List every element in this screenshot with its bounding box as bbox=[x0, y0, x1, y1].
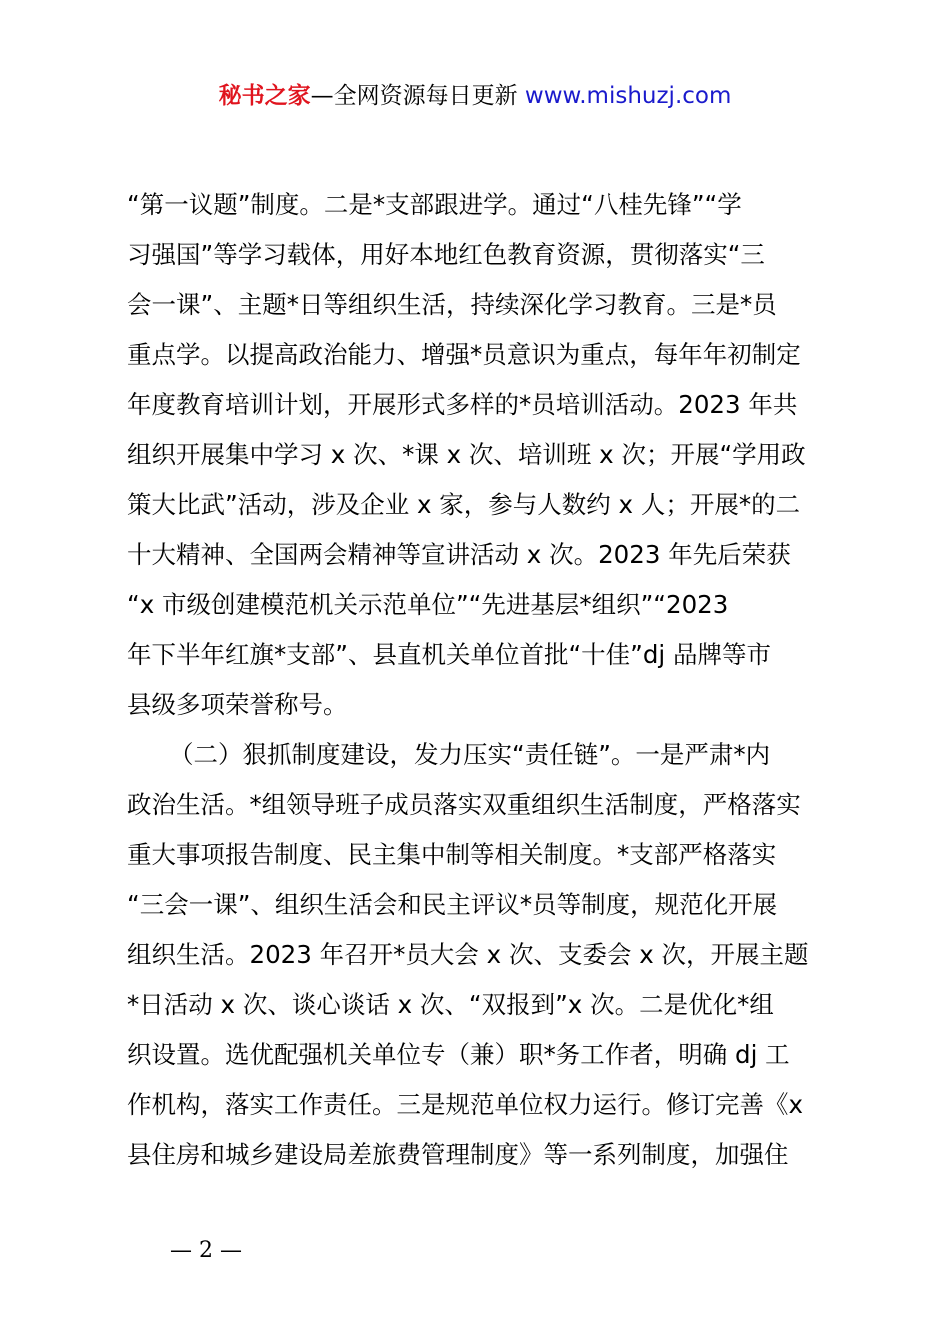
body-line: 年度教育培训计划，开展形式多样的*员培训活动。2023 年共 bbox=[127, 390, 798, 419]
body-line: “三会一课”、组织生活会和民主评议*员等制度，规范化开展 bbox=[127, 890, 778, 919]
body-line: “第一议题”制度。二是*支部跟进学。通过“八桂先锋”“学 bbox=[127, 190, 742, 219]
section-heading-line: （二）狠抓制度建设，发力压实“责任链”。一是严肃*内 bbox=[169, 740, 771, 769]
body-line: 政治生活。*组领导班子成员落实双重组织生活制度，严格落实 bbox=[127, 790, 801, 819]
body-line: 县住房和城乡建设局差旅费管理制度》等一系列制度，加强住 bbox=[127, 1140, 789, 1169]
page-number: — 2 — bbox=[170, 1238, 242, 1263]
body-line: 策大比武”活动，涉及企业 x 家，参与人数约 x 人；开展*的二 bbox=[127, 490, 801, 519]
body-line: 会一课”、主题*日等组织生活，持续深化学习教育。三是*员 bbox=[127, 290, 777, 319]
body-line: “x 市级创建模范机关示范单位”“先进基层*组织”“2023 bbox=[127, 590, 729, 619]
header-brand: 秘书之家 bbox=[218, 83, 311, 109]
body-line: 县级多项荣誉称号。 bbox=[127, 690, 348, 719]
body-line: 年下半年红旗*支部”、县直机关单位首批“十佳”dj 品牌等市 bbox=[127, 640, 771, 669]
body-line: 组织生活。2023 年召开*员大会 x 次、支委会 x 次，开展主题 bbox=[127, 940, 809, 969]
body-line: 十大精神、全国两会精神等宣讲活动 x 次。2023 年先后荣获 bbox=[127, 540, 791, 569]
body-line: 重点学。以提高政治能力、增强*员意识为重点，每年年初制定 bbox=[127, 340, 801, 369]
header-tagline: —全网资源每日更新 bbox=[310, 83, 518, 109]
site-header bbox=[0, 80, 950, 112]
body-line: *日活动 x 次、谈心谈话 x 次、“双报到”x 次。二是优化*组 bbox=[127, 990, 774, 1019]
document-body bbox=[127, 180, 837, 1180]
body-line: 重大事项报告制度、民主集中制等相关制度。*支部严格落实 bbox=[127, 840, 777, 869]
body-line: 作机构，落实工作责任。三是规范单位权力运行。修订完善《x bbox=[127, 1090, 803, 1119]
body-line: 组织开展集中学习 x 次、*课 x 次、培训班 x 次；开展“学用政 bbox=[127, 440, 806, 469]
body-line: 织设置。选优配强机关单位专（兼）职*务工作者，明确 dj 工 bbox=[127, 1040, 790, 1069]
body-line: 习强国”等学习载体，用好本地红色教育资源，贯彻落实“三 bbox=[127, 240, 765, 269]
header-url: www.mishuzj.com bbox=[524, 83, 732, 109]
